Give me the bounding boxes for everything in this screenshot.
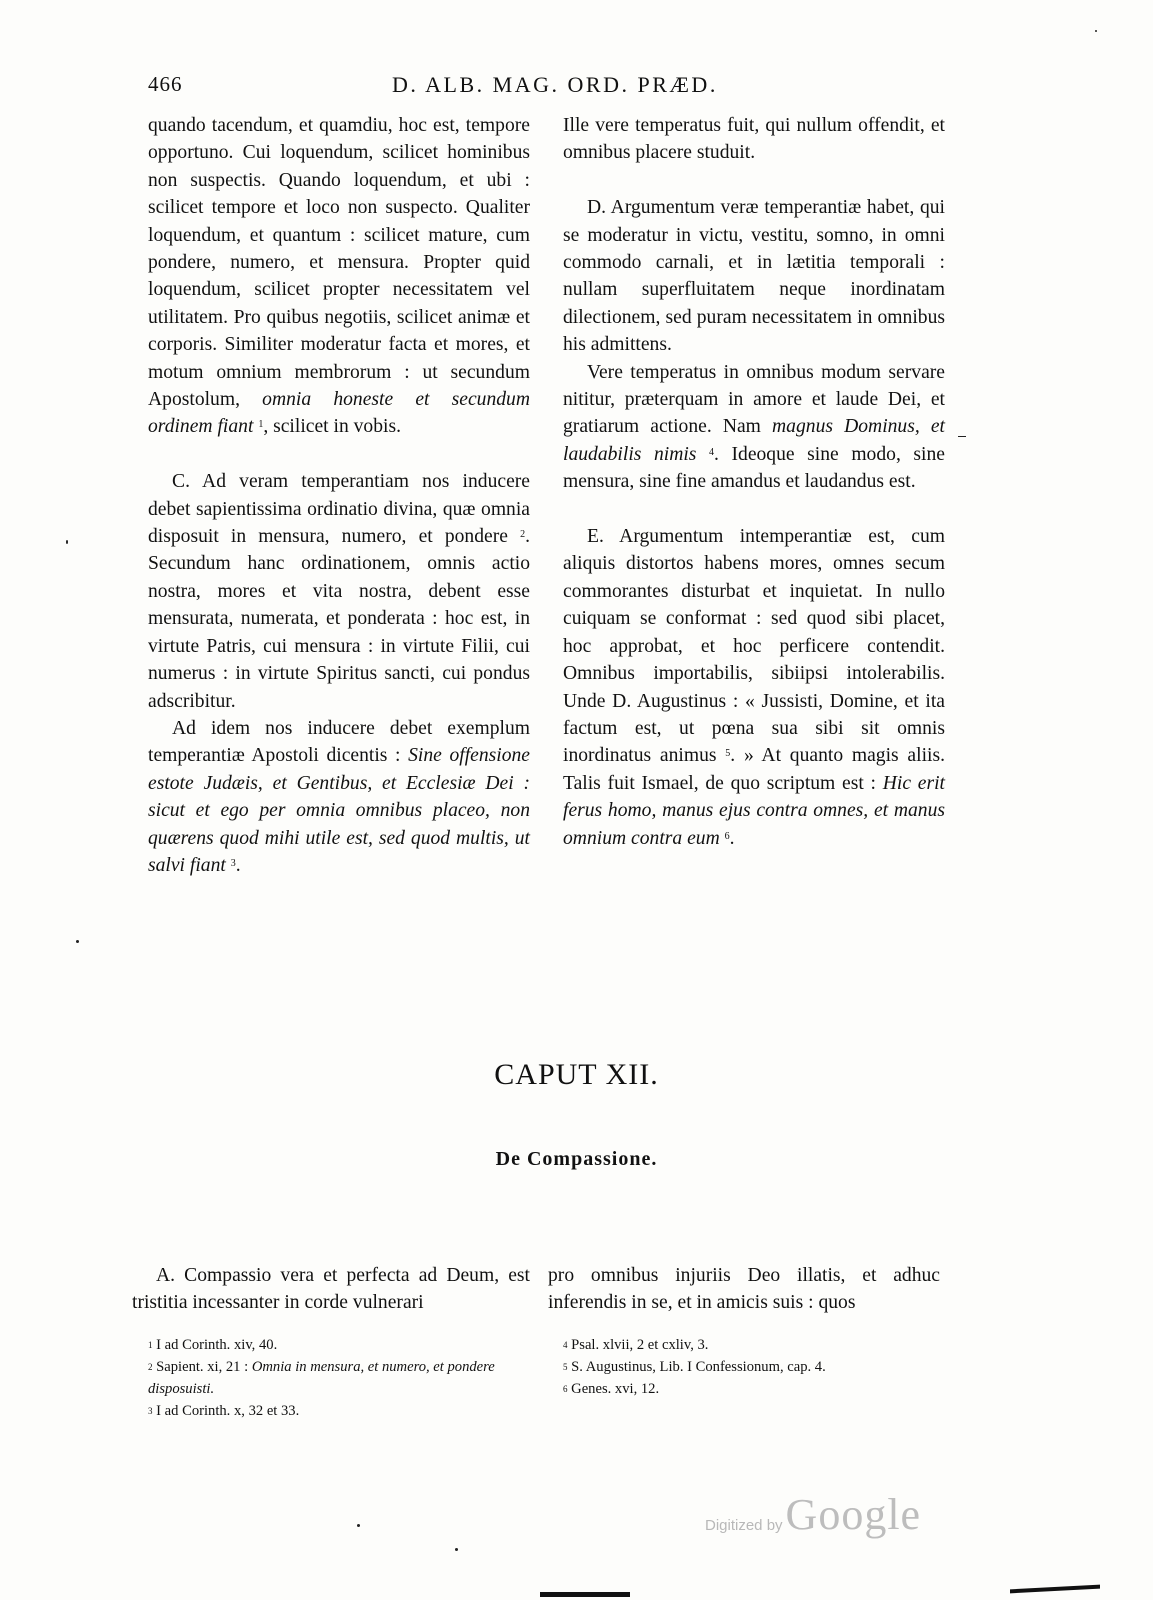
paragraph: D. Argumentum veræ temperantiæ habet, qui se moderatur in victu, vestitu, somno, in omni commodo carnali, et in lætitia temporali : nullam superfluitatem neque inordinatam dilectionem, sed puram necessitatem in omnibus his admittens. — [563, 197, 945, 356]
paragraph: Ille vere temperatus fuit, qui nullum offendit, et omnibus placere studuit. — [563, 115, 945, 164]
scan-speck — [958, 436, 966, 437]
paragraph: E. Argumentum intemperantiæ est, cum aliquis distortos habens mores, omnes secum commorantes disturbat et inquietat. In nullo cuiquam se conformat : sed quod sibi placet, hoc approbat, et hoc perficere contendit. Omnibus importabilis, sibiipsi intolerabilis. Unde D. Augustinus : « Jussisti, Domine, et ita factum est, ut pœna sua sibi sit omnis inordinatus animus $^5$. » At quanto magis aliis. Talis fuit Ismael, de quo scriptum est : Hic erit ferus homo, manus ejus contra omnes, et manus omnium contra eum $^6$. — [563, 526, 945, 849]
scripture-quote: Hic erit ferus homo, manus ejus contra omnes, et manus omnium contra eum — [563, 772, 945, 849]
footnote: $^6$ Genes. xvi, 12. — [563, 1381, 660, 1397]
paragraph: C. Ad veram temperantiam nos inducere debet sapientissima ordinatio divina, quæ omnia disposuit in mensura, numero, et pondere $^2$. Secundum hanc ordinationem, omnis actio nostra, mores et vita nostra, debent esse mensurata, numerata, et ponderata : hoc est, in virtute Patris, cui mensura : in virtute Filii, cui numerus : in virtute Spiritus sancti, cui pondus adscribitur. — [148, 471, 530, 712]
footnotes-left — [148, 1334, 530, 1422]
footnote-ref: 3 — [230, 857, 236, 869]
footnote: $^3$ I ad Corinth. x, 32 et 33. — [148, 1403, 300, 1419]
running-title: D. ALB. MAG. ORD. PRÆD. — [392, 72, 718, 97]
scripture-quote: Sine offensione estote Judæis, et Gentibus, et Ecclesiæ Dei : sicut et ego per omnia omnibus placeo, non quærens quod mihi utile est, sed quod multis, ut salvi fiant — [148, 745, 531, 876]
scripture-quote: magnus Dominus, et laudabilis nimis — [563, 416, 945, 465]
footnote-ref: 2 — [520, 529, 526, 541]
scan-edge-mark — [540, 1592, 630, 1597]
footnote: $^4$ Psal. xlvii, 2 et cxliv, 3. — [563, 1337, 709, 1353]
scan-speck — [455, 1548, 458, 1551]
footnote-ref: 4 — [709, 446, 715, 458]
scan-speck — [66, 540, 68, 544]
footnote: $^1$ I ad Corinth. xiv, 40. — [148, 1337, 278, 1353]
google-logo: Google — [785, 1490, 922, 1539]
watermark-prefix: Digitized by — [705, 1517, 783, 1534]
right-column — [563, 112, 945, 852]
scan-speck — [76, 940, 79, 943]
footnotes-right — [563, 1334, 945, 1400]
footnote: $^5$ S. Augustinus, Lib. I Confessionum, cap. 4. — [563, 1359, 826, 1375]
scripture-quote: omnia honeste et secundum ordinem fiant — [148, 389, 530, 438]
footnote: $^2$ Sapient. xi, 21 : Omnia in mensura, et numero, et pondere disposuisti. — [148, 1359, 495, 1397]
paragraph: quando tacendum, et quamdiu, hoc est, tempore opportuno. Cui loquendum, scilicet hominibus non suspectis. Quando loquendum, et ubi : scilicet tempore et loco non suspecto. Qualiter loquendum, et quantum : scilicet mature, cum pondere, numero, et mensura. Propter quid loquendum, scilicet propter necessitatem vel utilitatem. Pro quibus negotiis, scilicet animæ et corporis. Similiter moderatur facta et mores, et motum omnium membrorum : ut secundum Apostolum, omnia honeste et secundum ordinem fiant $^1$, scilicet in vobis. — [148, 115, 530, 438]
paragraph: pro omnibus injuriis Deo illatis, et adhuc inferendis in se, et in amicis suis : quos — [548, 1265, 940, 1314]
chapter-subtitle: De Compassione. — [495, 1148, 658, 1170]
footnote-ref: 5 — [725, 748, 731, 760]
scan-speck — [1095, 30, 1097, 32]
chapter-right-column — [548, 1262, 940, 1317]
chapter-left-column — [132, 1262, 530, 1317]
page-header — [0, 72, 1153, 102]
paragraph: Ad idem nos inducere debet exemplum temperantiæ Apostoli dicentis : Sine offensione estote Judæis, et Gentibus, et Ecclesiæ Dei : sicut et ego per omnia omnibus placeo, non quærens quod mihi utile est, sed quod multis, ut salvi fiant $^3$. — [148, 717, 531, 876]
chapter-title: CAPUT XII. — [494, 1058, 659, 1091]
paragraph: A. Compassio vera et perfecta ad Deum, est tristitia incessanter in corde vulnerari — [132, 1265, 530, 1314]
scan-speck — [357, 1524, 360, 1527]
paragraph: Vere temperatus in omnibus modum servare nititur, præterquam in amore et laude Dei, et gratiarum actione. Nam magnus Dominus, et laudabilis nimis $^4$. Ideoque sine modo, sine mensura, sine fine amandus et laudandus est. — [563, 361, 945, 493]
footnote-ref: 1 — [258, 419, 264, 431]
page-number: 466 — [148, 72, 183, 96]
scan-edge-mark — [1010, 1585, 1100, 1594]
footnote-ref: 6 — [724, 830, 730, 842]
left-column — [148, 112, 530, 879]
digitized-watermark — [705, 1490, 921, 1540]
